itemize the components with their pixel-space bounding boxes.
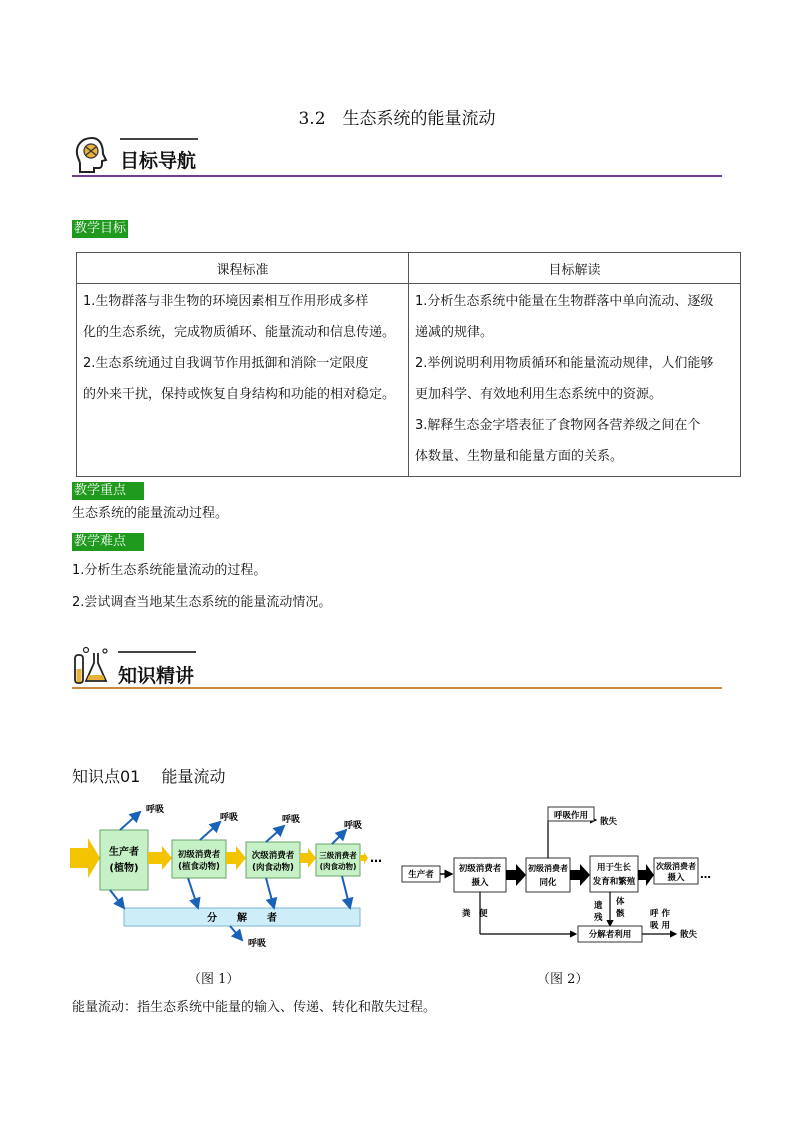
interpretation-line: 2.举例说明利用物质循环和能量流动规律，人们能够 [415,356,714,371]
figure2-caption: （图 2） [537,972,589,987]
figure1-caption: （图 1） [188,972,240,987]
section-title-goals: 目标导航 [120,150,197,172]
interpretation-line: 递减的规律。 [415,325,494,340]
flow-arrow [360,852,368,864]
respiration-label: 呼吸 [282,815,301,825]
interpretation-cell [409,284,741,477]
fig2-growth-2: 发育和繁殖 [592,877,636,887]
head-brain-icon [72,134,112,176]
consumer1-sub: (植食动物) [178,862,220,872]
to-decomposer-arrow [342,876,350,908]
to-decomposer-arrow [110,890,124,908]
fig2-feces: 粪 便 [462,909,488,919]
table-header-standard: 课程标准 [77,253,409,284]
knowledge-point-title: 知识点01 能量流动 [72,767,226,786]
fig2-assim-1: 初级消费者 [528,864,568,873]
fig2-thick-arrow [506,864,526,886]
consumer1-label: 初级消费者 [177,850,221,860]
respiration-arrow [230,926,242,940]
respiration-arrow [120,812,140,830]
difficulty-item: 2.尝试调查当地某生态系统的能量流动情况。 [72,595,332,610]
producer-sub: (植物) [109,863,139,874]
respiration-arrow [332,830,346,844]
consumer2-sub: (肉食动物) [252,863,294,873]
fig2-next-1: 次级消费者 [656,862,696,871]
interpretation-line: 3.解释生态金字塔表征了食物网各营养级之间在个 [415,418,701,433]
figure-1-energy-flow [70,800,390,952]
difficulty-tag: 教学难点 [72,533,144,551]
fig2-ellipsis: … [700,868,711,881]
table-header-interpretation: 目标解读 [409,253,741,284]
flow-arrow [226,846,246,870]
figure-2-energy-flow [400,800,720,950]
decomposer-label: 分 解 者 [207,913,277,924]
section-divider [72,175,722,177]
interpretation-line: 1.分析生态系统中能量在生物群落中单向流动、逐级 [415,294,714,309]
flow-arrow [148,846,172,870]
teaching-goals-tag-wrap [72,217,128,238]
fig2-ingest-2: 摄入 [471,878,489,888]
energy-input-arrow [70,838,100,878]
difficulty-tag-wrap [72,530,144,551]
fig2-next-2: 摄入 [667,873,685,883]
fig2-remains-2: 残 [594,913,603,923]
definition-text: 能量流动：指生态系统中能量的输入、传递、转化和散失过程。 [72,1000,437,1015]
standard-line: 1.生物群落与非生物的环境因素相互作用形成多样 [83,294,369,309]
fig2-resp-v1: 呼 作 [650,909,670,919]
key-point-tag: 教学重点 [72,482,144,500]
standard-line: 化的生态系统，完成物质循环、能量流动和信息传递。 [83,325,396,340]
respiration-arrow [200,822,220,840]
header-overline [120,138,198,140]
to-decomposer-arrow [188,878,198,908]
section-divider [72,687,722,689]
fig2-body-2: 骸 [616,909,625,919]
fig2-growth-1: 用于生长 [596,863,632,873]
fig2-thick-arrow [638,864,654,886]
standard-line: 的外来干扰，保持或恢复自身结构和功能的相对稳定。 [83,387,396,402]
fig2-producer: 生产者 [408,870,434,880]
producer-label: 生产者 [109,847,139,858]
flow-arrow [300,848,316,868]
fig2-resp-v2: 吸 用 [650,921,670,931]
fig2-resp-label: 呼吸作用 [553,811,589,821]
respiration-label: 呼吸 [220,813,239,823]
producer-box [100,830,148,890]
fig2-ingest-1: 初级消费者 [458,864,502,874]
lab-flask-icon [72,645,112,687]
fig2-remains-1: 遗 [594,901,603,911]
standard-line: 2.生态系统通过自我调节作用抵御和消除一定限度 [83,356,369,371]
interpretation-line: 体数量、生物量和能量方面的关系。 [415,449,624,464]
difficulty-item: 1.分析生态系统能量流动的过程。 [72,563,267,578]
respiration-arrow [266,826,284,842]
respiration-label: 呼吸 [248,939,267,949]
consumer3-label: 三级消费者 [319,851,357,860]
standard-cell [77,284,409,477]
respiration-label: 呼吸 [344,821,363,831]
fig2-assim-2: 同化 [539,878,557,888]
fig2-thick-arrow [570,864,590,886]
page-title: 3.2 生态系统的能量流动 [298,109,496,129]
key-point-tag-wrap [72,479,144,500]
section-title-knowledge: 知识精讲 [118,665,195,687]
fig2-dissipate: 散失 [600,817,618,827]
interpretation-line: 更加科学、有效地利用生态系统中的资源。 [415,387,663,402]
fig2-body-1: 体 [616,897,625,907]
header-overline [118,651,196,653]
fig2-decomp: 分解者利用 [588,930,632,940]
to-decomposer-arrow [266,878,274,908]
section-header-knowledge [72,645,722,689]
respiration-label: 呼吸 [146,805,165,815]
fig2-dissipate2: 散失 [680,930,698,940]
key-point-text: 生态系统的能量流动过程。 [72,506,229,521]
section-header-goals [72,134,722,178]
consumer2-label: 次级消费者 [251,851,295,861]
goals-table [76,252,741,477]
consumer3-sub: (肉食动物) [319,862,357,871]
consumer3-box [316,844,360,876]
figure1-ellipsis: … [370,851,382,865]
teaching-goals-tag: 教学目标 [74,221,127,236]
